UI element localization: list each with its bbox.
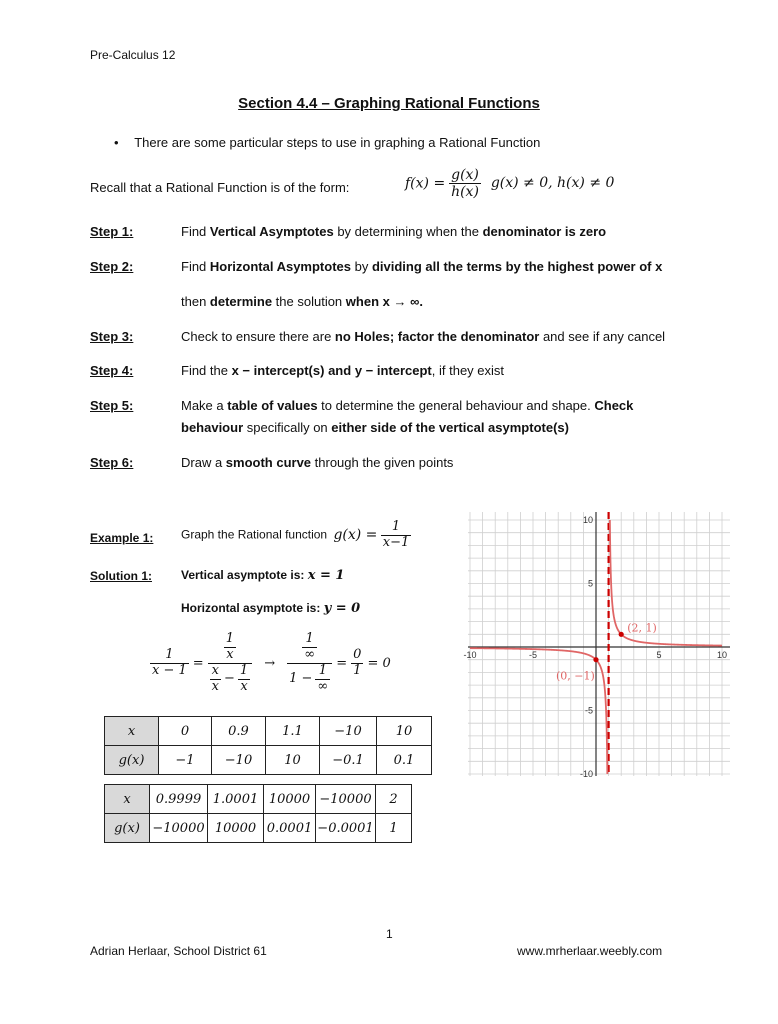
work-f1-den: x − 1 xyxy=(152,662,187,678)
work-fraction-2 xyxy=(208,632,253,695)
example-label: Example 1: xyxy=(90,531,154,545)
table2-cell: 10000 xyxy=(208,814,264,843)
example-description: Graph the Rational function xyxy=(181,527,328,542)
footer-url: www.mrherlaar.weebly.com xyxy=(517,944,663,958)
work-f4-den: 1 xyxy=(353,662,362,678)
va-equation: x = 1 xyxy=(307,568,345,583)
horizontal-asymptote-line xyxy=(181,601,360,616)
table-of-values-1 xyxy=(104,716,432,775)
work-f2-den-b-num: 1 xyxy=(239,662,249,678)
step-label-2: Step 2: xyxy=(90,259,134,274)
table-of-values-2 xyxy=(104,784,412,843)
work-f1-num: 1 xyxy=(165,646,174,662)
work-fraction-3 xyxy=(287,632,332,695)
footer-author: Adrian Herlaar, School District 61 xyxy=(90,944,267,958)
work-fraction-4 xyxy=(351,648,363,679)
step-text-5-line2: behaviour specifically on either side of the vertical asymptote(s) xyxy=(181,420,569,435)
example-func-num: 1 xyxy=(391,519,401,534)
table1-cell: 1.1 xyxy=(266,717,320,746)
plot-point xyxy=(619,632,624,637)
ha-equation: y = 0 xyxy=(323,601,361,616)
work-fraction-1 xyxy=(150,648,189,679)
example-func-lhs: g(x) = xyxy=(333,526,378,543)
table1-g-row xyxy=(105,746,432,775)
example-text xyxy=(181,520,411,551)
table2-cell: −10000 xyxy=(150,814,208,843)
table1-cell: 0.1 xyxy=(377,746,432,775)
table2-cell: 2 xyxy=(376,785,412,814)
recall-text: Recall that a Rational Function is of the form: xyxy=(90,180,350,195)
va-text: Vertical asymptote is: xyxy=(181,568,308,582)
table1-cell: −10 xyxy=(320,717,377,746)
x-tick-label: -5 xyxy=(528,650,538,660)
table1-cell: −0.1 xyxy=(320,746,377,775)
page-title: Section 4.4 – Graphing Rational Functions xyxy=(238,95,540,112)
table1-cell: 10 xyxy=(377,717,432,746)
table2-header-x: x xyxy=(105,785,150,814)
x-tick-label: 5 xyxy=(656,650,662,660)
point-label: (2, 1) xyxy=(627,621,657,635)
table1-x-row xyxy=(105,717,432,746)
formula-numerator: g(x) xyxy=(451,167,479,183)
bullet-item xyxy=(114,135,540,150)
table1-header-x: x xyxy=(105,717,159,746)
table1-cell: −10 xyxy=(212,746,266,775)
formula-fraction xyxy=(449,167,481,200)
step-label-1: Step 1: xyxy=(90,224,134,239)
work-f2-den-b-den: x xyxy=(240,678,248,694)
example-func-fraction xyxy=(381,520,412,551)
y-tick-label: 10 xyxy=(582,515,593,525)
table2-cell: 1.0001 xyxy=(208,785,264,814)
step-text-2-line2: then determine the solution when x → ∞. xyxy=(181,294,423,309)
step-label-3: Step 3: xyxy=(90,329,134,344)
table1-header-g: g(x) xyxy=(105,746,159,775)
y-tick-label: -10 xyxy=(579,769,593,779)
work-f3-num-top: 1 xyxy=(305,631,314,646)
work-f2-num xyxy=(222,632,237,663)
table1-cell: −1 xyxy=(159,746,212,775)
table2-cell: 0.0001 xyxy=(264,814,316,843)
plot-point xyxy=(593,657,598,662)
step-label-6: Step 6: xyxy=(90,455,134,470)
work-equals-2: = xyxy=(336,655,348,671)
step-label-4: Step 4: xyxy=(90,363,134,378)
table1-cell: 10 xyxy=(266,746,320,775)
work-f4-num: 0 xyxy=(353,646,362,662)
work-f3-num xyxy=(300,632,319,663)
solution-label: Solution 1: xyxy=(90,569,152,583)
step-label-5: Step 5: xyxy=(90,398,134,413)
work-f3-num-bottom: ∞ xyxy=(304,646,316,662)
formula-lhs: f(x) = xyxy=(405,175,446,192)
work-f2-den xyxy=(208,663,253,695)
table2-x-row xyxy=(105,785,412,814)
table2-cell: 1 xyxy=(376,814,412,843)
ha-text: Horizontal asymptote is: xyxy=(181,601,324,615)
x-tick-label: -10 xyxy=(463,650,477,660)
work-f3-den-den: ∞ xyxy=(317,678,329,694)
y-tick-label: -5 xyxy=(584,705,593,716)
vertical-asymptote-line xyxy=(181,568,344,583)
formula-condition: g(x) ≠ 0, h(x) ≠ 0 xyxy=(490,175,615,192)
course-header: Pre-Calculus 12 xyxy=(90,48,176,62)
x-tick-label: 10 xyxy=(716,650,728,660)
table2-cell: −10000 xyxy=(316,785,376,814)
table2-header-g: g(x) xyxy=(105,814,150,843)
step-text-6: Draw a smooth curve through the given points xyxy=(181,455,454,470)
bullet-dot: • xyxy=(114,135,119,150)
bullet-text: There are some particular steps to use in graphing a Rational Function xyxy=(134,135,541,150)
work-f2-num-bottom: x xyxy=(226,646,234,662)
work-f2-num-top: 1 xyxy=(225,631,235,646)
table1-cell: 0 xyxy=(159,717,212,746)
step-text-3: Check to ensure there are no Holes; factor the denominator and see if any cancel xyxy=(181,329,666,344)
example-func-den: x−1 xyxy=(382,534,410,550)
work-f3-den-lead: 1 − xyxy=(289,670,313,686)
table2-g-row xyxy=(105,814,412,843)
formula-denominator: h(x) xyxy=(451,184,479,201)
work-equals-1: = xyxy=(192,655,204,671)
work-f3-den xyxy=(287,663,332,695)
work-f2-den-a-num: x xyxy=(211,662,220,678)
point-label: (0, −1) xyxy=(556,669,595,683)
table1-cell: 0.9 xyxy=(212,717,266,746)
step-text-4: Find the x − intercept(s) and y − intercept, if they exist xyxy=(181,363,505,378)
page-number: 1 xyxy=(386,927,393,941)
work-f2-den-minus: − xyxy=(224,670,235,686)
work-arrow: → xyxy=(264,655,276,671)
limit-work xyxy=(150,632,391,695)
work-f3-den-num: 1 xyxy=(318,662,327,678)
y-tick-label: 5 xyxy=(587,578,593,589)
table2-cell: 10000 xyxy=(264,785,316,814)
work-f2-den-a-den: x xyxy=(211,678,220,694)
step-text-2: Find Horizontal Asymptotes by dividing all the terms by the highest power of x xyxy=(181,259,663,274)
work-result: = 0 xyxy=(367,655,391,671)
rational-form-formula xyxy=(405,167,614,200)
table2-cell: 0.9999 xyxy=(150,785,208,814)
rational-function-graph xyxy=(463,512,730,779)
table2-cell: −0.0001 xyxy=(316,814,376,843)
step-text-1: Find Vertical Asymptotes by determining when the denominator is zero xyxy=(181,224,607,239)
step-text-5: Make a table of values to determine the general behaviour and shape. Check xyxy=(181,398,634,413)
